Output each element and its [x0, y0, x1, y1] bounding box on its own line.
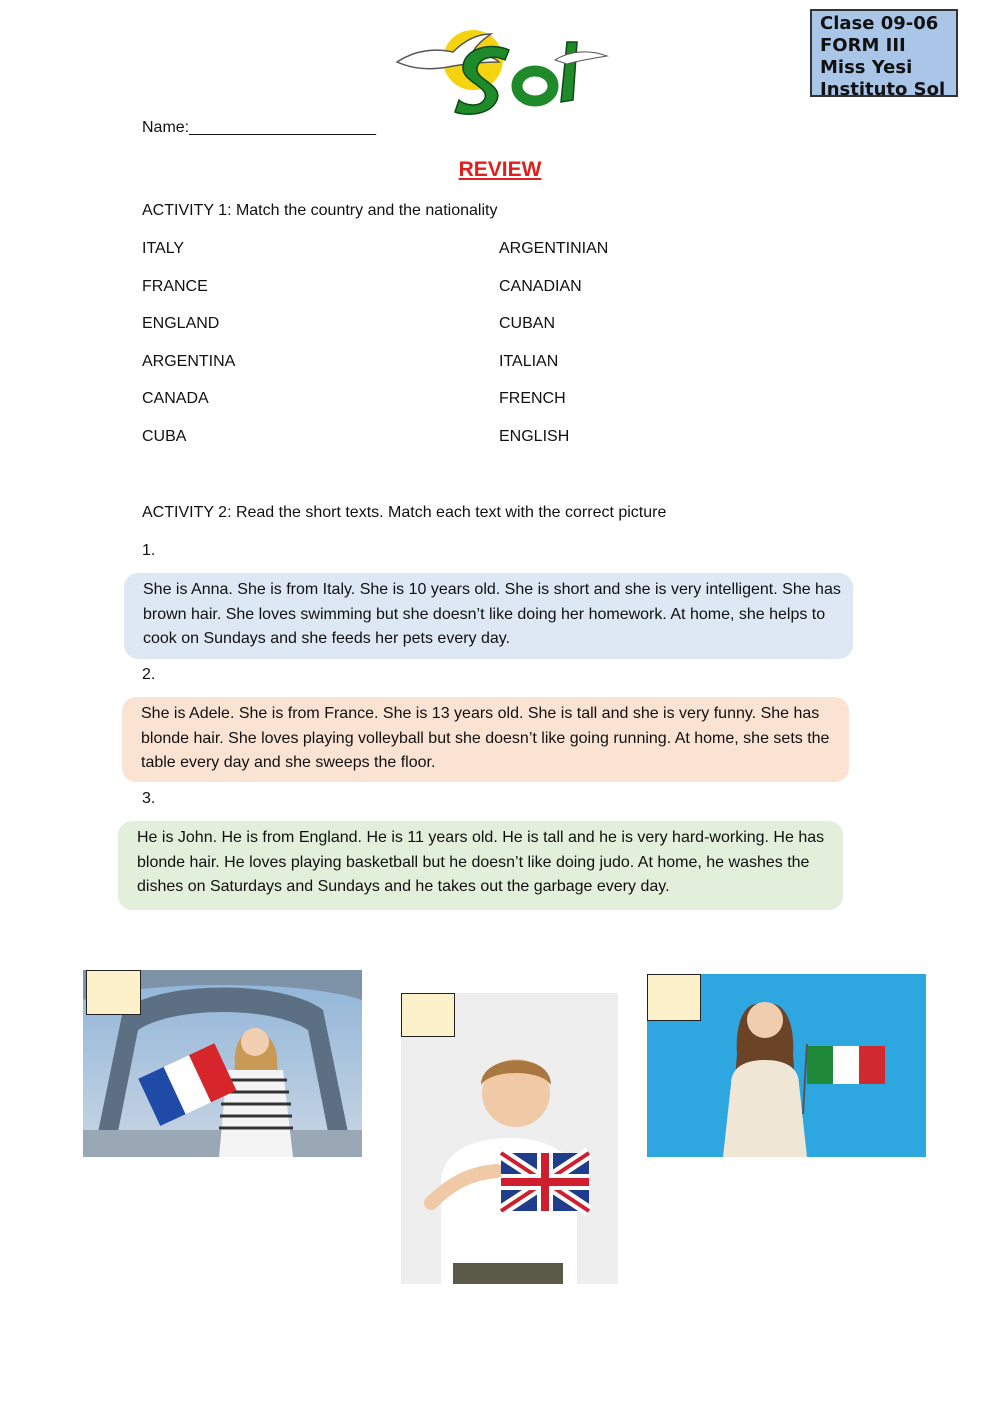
- nationality-item[interactable]: ARGENTINIAN: [499, 240, 609, 257]
- text-number: 3.: [142, 790, 156, 807]
- country-item[interactable]: FRANCE: [142, 278, 208, 295]
- class-info-line: FORM III: [820, 35, 906, 56]
- text-box-john: He is John. He is from England. He is 11 years old. He is tall and he is very hard-working. He has blonde hair. He loves playing basketball but he doesn’t like doing judo. At home, he washes the dishes on Saturdays and Sundays and he takes out the garbage every day.: [118, 821, 843, 910]
- country-item[interactable]: ARGENTINA: [142, 353, 236, 370]
- text-box-anna: She is Anna. She is from Italy. She is 10 years old. She is short and she is very intelligent. She has brown hair. She loves swimming but she doesn’t like doing her homework. At home, she helps to cook on Sundays and she feeds her pets every day.: [124, 573, 853, 659]
- nationality-item[interactable]: ENGLISH: [499, 428, 570, 445]
- nationality-item[interactable]: ITALIAN: [499, 353, 559, 370]
- country-item[interactable]: ENGLAND: [142, 315, 220, 332]
- activity1-instruction: ACTIVITY 1: Match the country and the nationality: [142, 202, 498, 219]
- photo-italian-girl: [647, 974, 926, 1157]
- country-item[interactable]: ITALY: [142, 240, 185, 257]
- country-item[interactable]: CUBA: [142, 428, 187, 445]
- country-item[interactable]: CANADA: [142, 390, 209, 407]
- nationality-item[interactable]: CANADIAN: [499, 278, 582, 295]
- text-number: 2.: [142, 666, 156, 683]
- answer-box[interactable]: [401, 993, 455, 1037]
- class-info-box: [810, 9, 958, 100]
- text-number: 1.: [142, 542, 156, 559]
- nationality-item[interactable]: CUBAN: [499, 315, 556, 332]
- activity2-instruction: ACTIVITY 2: Read the short texts. Match each text with the correct picture: [142, 504, 667, 521]
- nationality-item[interactable]: FRENCH: [499, 390, 566, 407]
- answer-box[interactable]: [86, 970, 141, 1015]
- class-info-line: Instituto Sol: [820, 79, 946, 100]
- photo-french-girl: [83, 970, 362, 1157]
- page-title: REVIEW: [458, 158, 542, 181]
- class-info-line: Miss Yesi: [820, 57, 913, 78]
- sol-logo: [395, 20, 610, 120]
- text-box-adele: She is Adele. She is from France. She is 13 years old. She is tall and she is very funny. She has blonde hair. She loves playing volleyball but she doesn’t like going running. At home, she sets the table every day and she sweeps the floor.: [122, 697, 849, 782]
- name-field[interactable]: Name:_____________________: [142, 119, 376, 136]
- photo-english-boy: [401, 993, 618, 1284]
- answer-box[interactable]: [647, 974, 701, 1021]
- class-info-line: Clase 09-06: [820, 13, 939, 34]
